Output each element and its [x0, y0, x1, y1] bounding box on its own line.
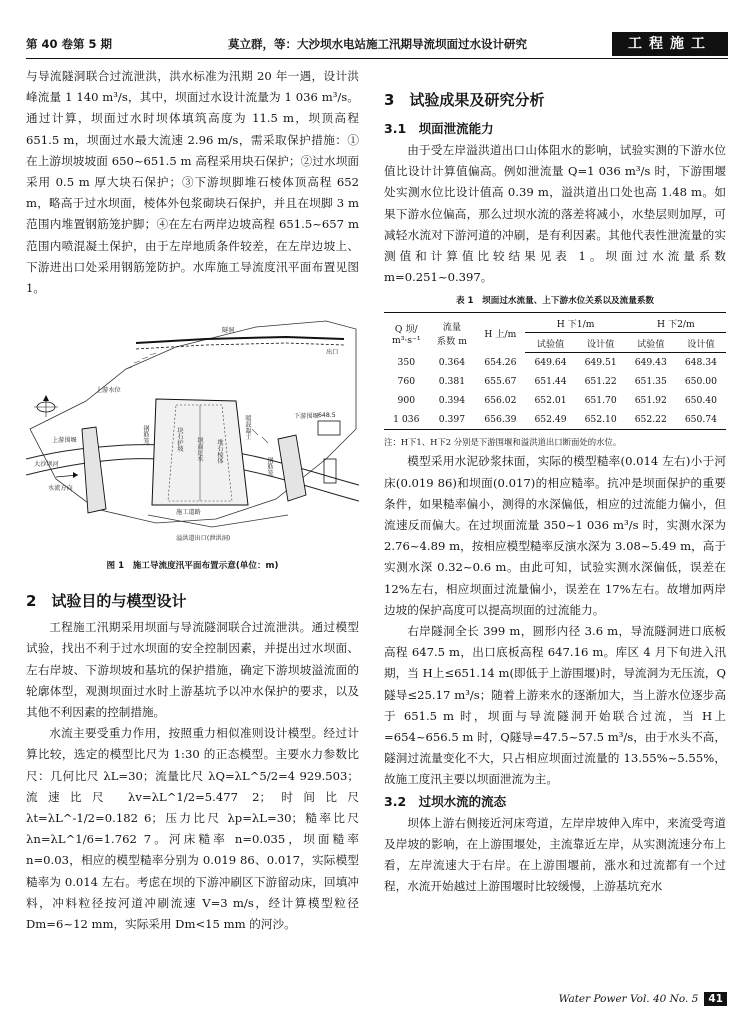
fig-label-bottom: 溢洪道出口(泄洪洞)	[176, 535, 231, 543]
right-column	[384, 66, 726, 897]
footer-journal: Water Power Vol. 40 No. 5	[558, 993, 699, 1005]
fig-label-river: 大沙坝河	[34, 461, 59, 469]
table-1	[384, 312, 726, 430]
figure-1	[26, 309, 359, 555]
header-authors-title: 莫立群，等：大沙坝水电站施工汛期导流坝面过水设计研究	[228, 37, 527, 51]
fig-label-outlet: 出口	[326, 349, 339, 357]
header-rule	[26, 58, 728, 59]
header-volume: 第 40 卷第 5 期	[26, 37, 113, 51]
th-hup: H 上/m	[475, 313, 525, 353]
left-column	[26, 66, 359, 935]
th-q: Q 坝/ m³·s⁻¹	[384, 313, 429, 353]
th-hx1-test: 试验值	[525, 333, 575, 353]
table-row: 350 0.364 654.26 649.64 649.51 649.43 648.34	[397, 357, 717, 369]
left-paragraph-2: 工程施工汛期采用坝面与导流隧洞联合过流泄洪。通过模型试验，找出不利于过水坝面的安全控制因素，并提出过水坝面、左右岸坡、下游坝坡和基坑的保护措施，确定下游坝坡溢流面的轮廓体型，观测坝面过水时上游基坑予以冲水保护的要求，以及其他不利因素的控制措施。	[26, 620, 359, 720]
fig-label-overflow-face: 坝面过水	[196, 437, 203, 463]
right-paragraph-4: 坝体上游右侧接近河床弯道，左岸岸坡伸入库中，来流受弯道及岸坡的影响，在上游围堰处，主流靠近左岸，从实测流速分布上看，左岸流速大于右岸。在上游围堰前，涨水和过流都有一个过程，水流开始越过上游围堰时比较缓慢，上游基坑充水	[384, 815, 726, 894]
table-row: 900 0.394 656.02 652.01 651.70 651.92 650.40	[397, 395, 717, 407]
th-hx2-test: 试验值	[626, 333, 676, 353]
left-paragraph-3: 水流主要受重力作用，按照重力相似准则设计模型。经过计算比较，选定的模型比尺为 1:30 的正态模型。主要水力参数比尺：几何比尺 λL=30；流量比尺 λQ=λL^5/2=4 929.503；流速比尺 λv=λL^1/2=5.477 2；时间比尺 λt=λL^-1/2=0.182 6；压力比尺 λp=λL=30；糙率比尺 λn=λL^1/6=1.762 7。河床糙率 n=0.035，坝面糙率 n=0.03，相应的模型糙率分别为 0.019 86、0.017，实际模型糙率为 0.014 左右。考虑在坝的下游冲刷区下游留动床，回填冲料，冲料粒径按河道冲刷流速 V=3 m/s，经计算模型粒径 Dm=6~12 mm，实际采用 Dm<15 mm 的河沙。	[26, 726, 359, 932]
footer-page-number: 41	[704, 992, 727, 1006]
th-hx1-design: 设计值	[576, 333, 626, 353]
fig-label-upstream-cofferdam: 上游围堰	[52, 437, 77, 445]
right-paragraph-1: 由于受左岸溢洪道出口山体阻水的影响，试验实测的下游水位值比设计计算值偏高。例如泄流量 Q=1 036 m³/s 时，下游围堰处实测水位比设计值高 0.39 m，溢洪道出口处也高 1.48 m。如果下游水位偏高，那么过坝水流的落差将减小，水垫层则加厚，可减轻水流对下游河道的冲刷，是有利因素。其他代表性泄流量的实测值和计算值比较结果见表 1。坝面过水流量系数 m=0.251~0.397。	[384, 143, 726, 285]
table-row: 1 036 0.397 656.39 652.49 652.10 652.22 650.74	[384, 410, 726, 430]
running-header	[26, 32, 728, 58]
fig-label-toe-prism: 堆石棱体	[216, 439, 223, 465]
fig-label-elevation: 上游水位	[96, 387, 121, 395]
section-2-heading: 2 试验目的与模型设计	[26, 592, 187, 611]
north-arrow-icon	[34, 395, 58, 417]
table-row: 760 0.381 655.67 651.44 651.22 651.35 650.00	[397, 376, 717, 388]
flow-direction-arrow-icon	[56, 472, 78, 478]
fig-label-spray-concrete: 喷混凝土	[244, 415, 251, 441]
left-paragraph-1: 与导流隧洞联合过流泄洪，洪水标准为汛期 20 年一遇，设计洪峰流量 1 140 m³/s，其中，坝面过水设计流量为 1 036 m³/s。通过计算，坝面过水时坝体填筑高度为 11.5 m，坝顶高程 651.5 m，坝面过水最大流速 2.96 m/s，需采取保护措施：①在上游坝坡坡面 650~651.5 m 高程采用块石保护；②过水坝面采用 0.5 m 厚大块石保护；③下游坝脚堆石棱体顶高程 652 m，略高于过水坝面，棱体外包浆砌块石保护，并且在坝脚 3 m 范围内堆置钢筋笼护脚；④在左右两岸边坡高程 651.5~657 m 范围内喷混凝土保护，由于左岸地质条件较差，在左岸边坡上、下游进出口处采用钢筋笼防护。水库施工导流度汛平面布置见图 1。	[26, 69, 359, 296]
section-3-heading: 3 试验成果及研究分析	[384, 91, 545, 109]
th-hx2: H 下2/m	[626, 313, 726, 333]
th-m: 流量 系数 m	[429, 313, 476, 353]
section-3-1-heading: 3.1 坝面泄流能力	[384, 121, 494, 136]
figure-1-drawing	[26, 309, 359, 555]
section-3-2-heading: 3.2 过坝水流的流态	[384, 793, 507, 809]
fig-label-tunnel: 隧洞	[222, 327, 235, 335]
fig-label-downstream-cage: 钢筋笼	[266, 457, 273, 476]
page-footer	[559, 993, 727, 1005]
fig-label-block-stone: 块石护坡	[176, 427, 183, 453]
fig-label-downstream-cofferdam: 下游围堰	[294, 413, 319, 421]
right-paragraph-3: 右岸隧洞全长 399 m，圆形内径 3.6 m，导流隧洞进口底板高程 647.5 m，出口底板高程 647.16 m。库区 4 月下旬进入汛期，当 H上≤651.14 m(即低于上游围堰)时，导流洞为无压流，Q隧导≤25.17 m³/s；随着上游来水的逐渐加大，当上游水位逐步高于 651.5 m 时，坝面与导流隧洞开始联合过流，当 H上=654~656.5 m 时，Q隧导=47.5~57.5 m³/s，由于水头不高，隧洞过流量变化不大，只占相应坝面过流量的 13.55%~5.55%，故施工度汛主要以坝面泄流为主。	[384, 624, 726, 787]
right-paragraph-2: 模型采用水泥砂浆抹面，实际的模型糙率(0.014 左右)小于河床(0.019 86)和坝面(0.017)的相应糙率。抗冲是坝面保护的重要条件，如果糙率偏小，测得的水深偏低，相应的过流能力偏小，但流速反而偏大。在过坝面流量 350~1 036 m³/s 时，实测水深为 2.76~4.89 m，按相应模型糙率反演水深为 3.08~5.49 m，高于实测水深 0.32~0.6 m。由此可知，试验实测水深偏低，误差在 12%左右，相应坝面过流量偏小，误差在 17%左右。故增加两岸边坡的保护高度可以提高坝面的过流能力。	[384, 454, 726, 617]
th-hx2-design: 设计值	[676, 333, 726, 353]
table-1-caption: 表 1 坝面过水流量、上下游水位关系以及流量系数	[455, 296, 655, 307]
fig-label-cage: 钢筋笼	[142, 425, 149, 444]
fig-label-stake: 648.5	[318, 412, 336, 420]
th-hx1: H 下1/m	[525, 313, 625, 333]
fig-label-flow-direction: 水流方向	[48, 485, 73, 493]
fig-label-road: 施工道路	[176, 509, 201, 517]
table-1-note: 注：H下1、H下2 分别是下游围堰和溢洪道出口断面处的水位。	[384, 437, 622, 448]
figure-1-caption: 图 1 施工导流度汛平面布置示意(单位：m)	[106, 561, 279, 572]
header-section-badge: 工程施工	[612, 32, 728, 56]
